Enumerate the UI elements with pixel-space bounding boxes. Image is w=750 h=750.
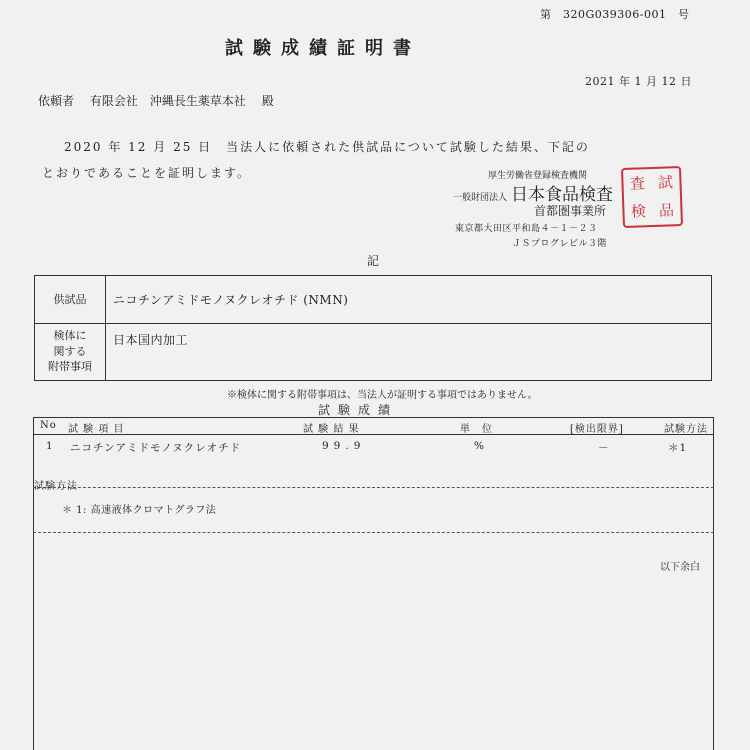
remainder-blank-note: 以下余白 [660, 562, 700, 573]
results-title: 試験成績 [318, 403, 399, 417]
sample-value: ニコチンアミドモノヌクレオチド (NMN) [113, 293, 349, 307]
section-heading-ki: 記 [367, 254, 380, 268]
col-header-no: No [40, 420, 57, 431]
supplementary-label-line: 関する [53, 344, 87, 358]
issuer-office: 首都圏事業所 [534, 204, 607, 218]
seal-char: 査 [629, 173, 646, 193]
client-label: 依頼者 [38, 94, 75, 108]
issuer-building: ＪＳプログレビル３階 [512, 239, 608, 249]
sample-row [35, 276, 711, 324]
supplementary-label-line: 附帯事項 [48, 360, 92, 374]
result-row-item: ニコチンアミドモノヌクレオチド [70, 442, 242, 454]
issuer-corporation-type: 一般財団法人 [453, 193, 508, 203]
sample-label: 供試品 [35, 276, 106, 323]
col-header-limit: [検出限界] [570, 424, 624, 435]
method-divider-bottom [33, 532, 714, 533]
document-number: 第 320G039306-001 号 [540, 8, 690, 21]
result-row-method: ＊1 [668, 442, 688, 454]
method-heading: 試験方法 [34, 481, 78, 492]
col-header-method: 試験方法 [664, 424, 708, 435]
issuer-name: 日本食品検査 [511, 185, 614, 205]
method-divider-top [33, 487, 714, 488]
official-seal-stamp [621, 166, 683, 228]
seal-char: 試 [657, 172, 674, 192]
result-row-no: 1 [46, 440, 54, 452]
results-table [33, 417, 714, 750]
client-line [38, 92, 286, 109]
seal-char: 検 [630, 201, 647, 221]
certification-text-line-2: とおりであることを証明します。 [42, 166, 252, 180]
col-header-unit: 単 位 [460, 424, 493, 435]
document-title: 試験成績証明書 [225, 38, 421, 59]
certification-text-line-1: 2020 年 12 月 25 日 当法人に依頼された供試品について試験した結果、下記の [64, 140, 590, 154]
client-honorific: 殿 [261, 94, 274, 108]
supplementary-value: 日本国内加工 [113, 333, 189, 347]
supplementary-label-line: 検体に [53, 328, 87, 342]
col-header-result: 試 験 結 果 [303, 424, 360, 435]
result-row-limit: － [598, 442, 610, 454]
supplementary-note: ※検体に関する附帯事項は、当法人が証明する事項ではありません。 [227, 390, 538, 401]
result-row-unit: % [474, 440, 485, 452]
supplementary-label [35, 323, 106, 380]
sample-info-table [34, 275, 712, 381]
results-header-divider [33, 434, 714, 435]
col-header-item: 試 験 項 目 [68, 424, 125, 435]
result-row-value: 99.9 [322, 440, 366, 452]
seal-char: 品 [658, 200, 675, 220]
issuer-address: 東京都大田区平和島４－１－２３ [455, 224, 598, 234]
issuer-registration: 厚生労働省登録検査機関 [488, 171, 588, 181]
issue-date: 2021 年 1 月 12 日 [585, 75, 692, 88]
client-name: 有限会社 沖縄長生薬草本社 [89, 94, 246, 108]
method-item: ＊ 1: 高速液体クロマトグラフ法 [62, 505, 217, 516]
supplementary-row [35, 323, 711, 380]
